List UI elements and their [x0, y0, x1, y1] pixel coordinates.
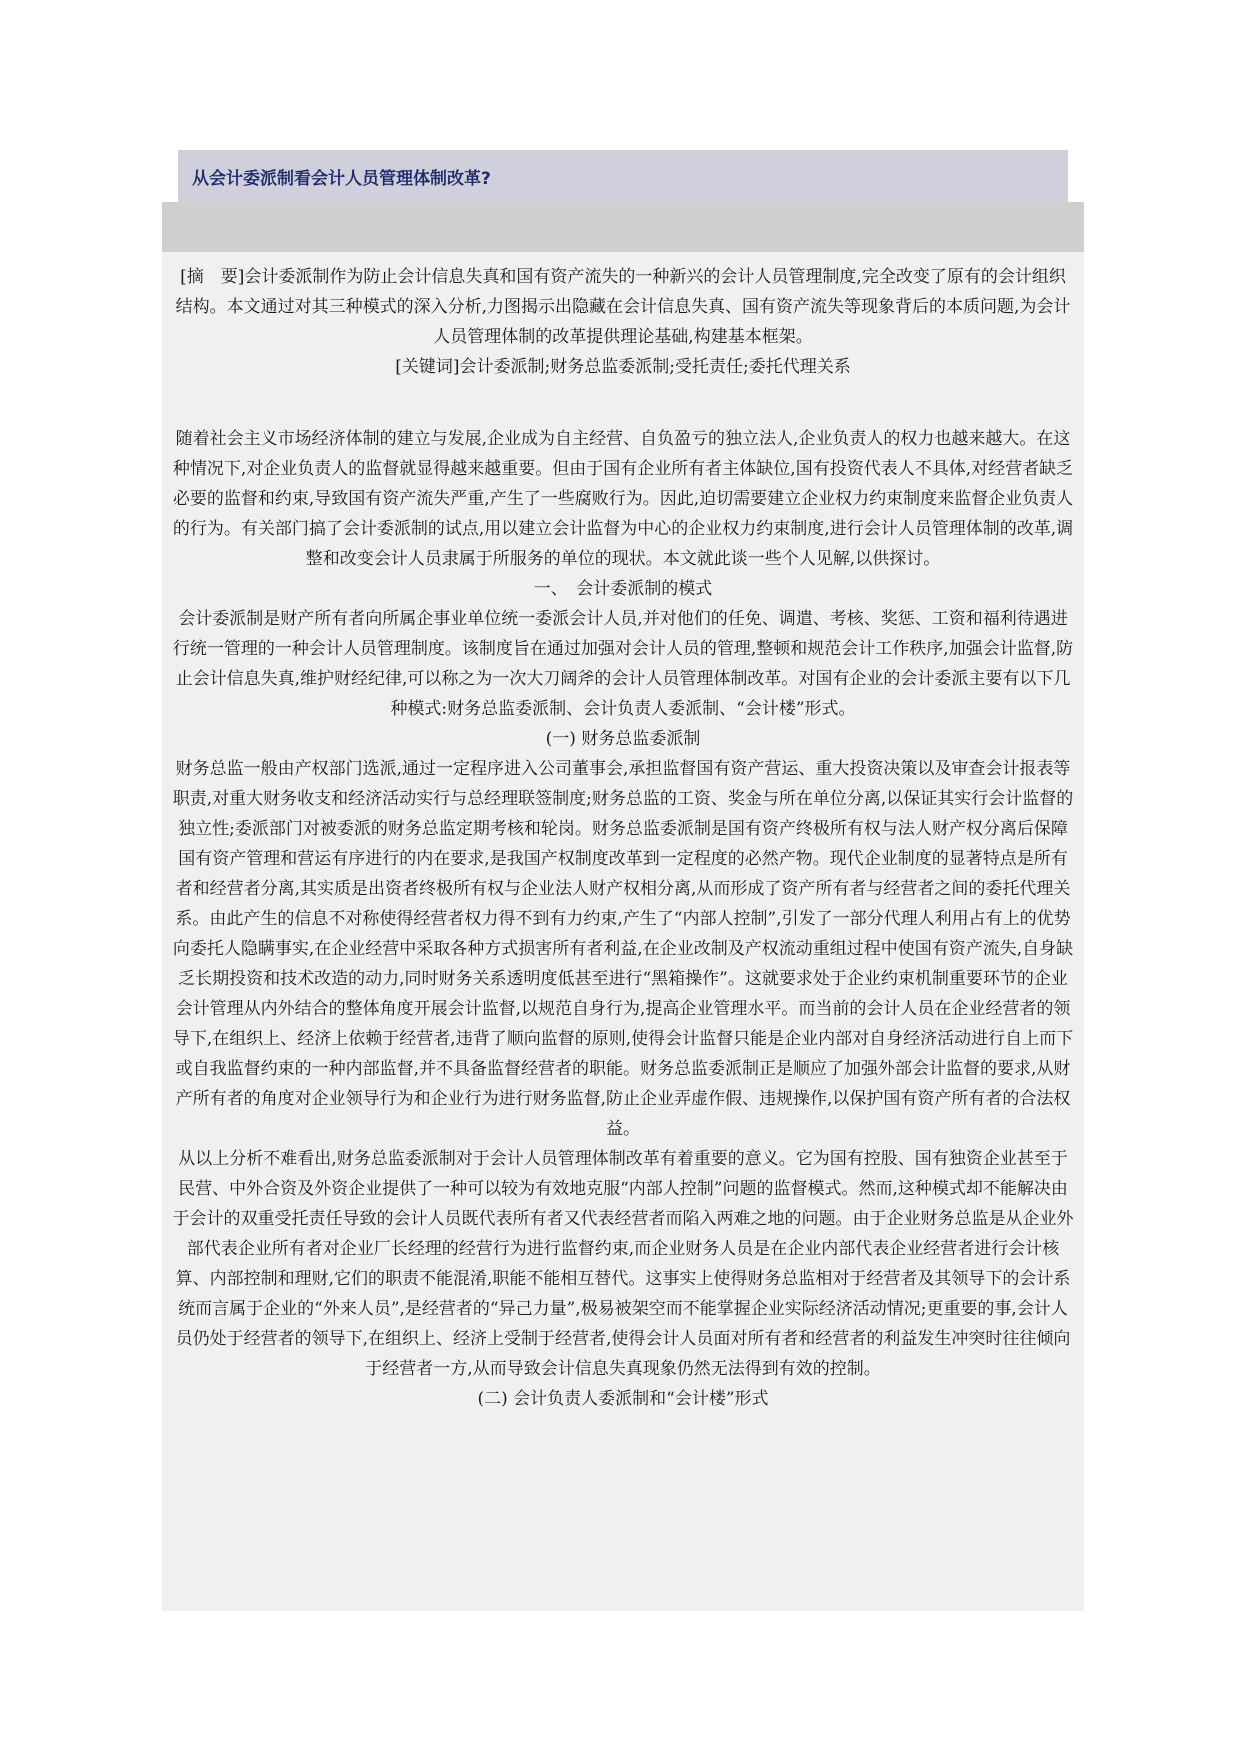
document-title: 从会计委派制看会计人员管理体制改革? — [192, 169, 491, 189]
header-band — [162, 202, 1084, 252]
intro-paragraph: 随着社会主义市场经济体制的建立与发展,企业成为自主经营、自负盈亏的独立法人,企业负责人的权力也越来越大。在这种情况下,对企业负责人的监督就显得越来越重要。但由于国有企业所有者主体缺位,国有投资代表人不具体,对经营者缺乏必要的监督和约束,导致国有资产流失严重,产生了一些腐败行为。因此,迫切需要建立企业权力约束制度来监督企业负责人的行为。有关部门搞了会计委派制的试点,用以建立会计监督为中心的企业权力约束制度,进行会计人员管理体制的改革,调整和改变会计人员隶属于所服务的单位的现状。本文就此谈一些个人见解,以供探讨。 — [172, 429, 1074, 569]
abstract: [摘 要]会计委派制作为防止会计信息失真和国有资产流失的一种新兴的会计人员管理制度,完全改变了原有的会计组织结构。本文通过对其三种模式的深入分析,力图揭示出隐藏在会计信息失真、国有资产流失等现象背后的本质问题,为会计人员管理体制的改革提供理论基础,构建基本框架。 — [175, 267, 1071, 347]
subsection-heading-2: (二) 会计负责人委派制和“会计楼”形式 — [477, 1389, 769, 1409]
article-text — [172, 424, 1074, 1414]
subsection-heading-1: (一) 财务总监委派制 — [545, 729, 701, 749]
keywords: [关键词]会计委派制;财务总监委派制;受托责任;委托代理关系 — [395, 357, 851, 377]
paragraph-analysis: 从以上分析不难看出,财务总监委派制对于会计人员管理体制改革有着重要的意义。它为国有控股、国有独资企业甚至于民营、中外合资及外资企业提供了一种可以较为有效地克服“内部人控制”问题的监督模式。然而,这种模式却不能解决由于会计的双重受托责任导致的会计人员既代表所有者又代表经营者而陷入两难之地的问题。由于企业财务总监是从企业外部代表企业所有者对企业厂长经理的经营行为进行监督约束,而企业财务人员是在企业内部代表企业经营者进行会计核算、内部控制和理财,它们的职责不能混淆,职能不能相互替代。这事实上使得财务总监相对于经营者及其领导下的会计系统而言属于企业的“外来人员”,是经营者的“异己力量”,极易被架空而不能掌握企业实际经济活动情况;更重要的事,会计人员仍处于经营者的领导下,在组织上、经济上受制于经营者,使得会计人员面对所有者和经营者的利益发生冲突时往往倾向于经营者一方,从而导致会计信息失真现象仍然无法得到有效的控制。 — [172, 1149, 1074, 1379]
article-body — [162, 252, 1084, 1611]
paragraph-definition: 会计委派制是财产所有者向所属企事业单位统一委派会计人员,并对他们的任免、调遣、考核、奖惩、工资和福利待遇进行统一管理的一种会计人员管理制度。该制度旨在通过加强对会计人员的管理,整顿和规范会计工作秩序,加强会计监督,防止会计信息失真,维护财经纪律,可以称之为一次大刀阔斧的会计人员管理体制改革。对国有企业的会计委派主要有以下几种模式:财务总监委派制、会计负责人委派制、“会计楼”形式。 — [172, 609, 1074, 719]
title-banner — [178, 150, 1068, 202]
section-heading-1: 一、 会计委派制的模式 — [533, 579, 713, 599]
paragraph-cfo-system: 财务总监一般由产权部门选派,通过一定程序进入公司董事会,承担监督国有资产营运、重大投资决策以及审查会计报表等职责,对重大财务收支和经济活动实行与总经理联签制度;财务总监的工资、奖金与所在单位分离,以保证其实行会计监督的独立性;委派部门对被委派的财务总监定期考核和轮岗。财务总监委派制是国有资产终极所有权与法人财产权分离后保障国有资产管理和营运有序进行的内在要求,是我国产权制度改革到一定程度的必然产物。现代企业制度的显著特点是所有者和经营者分离,其实质是出资者终极所有权与企业法人财产权相分离,从而形成了资产所有者与经营者之间的委托代理关系。由此产生的信息不对称使得经营者权力得不到有力约束,产生了“内部人控制”,引发了一部分代理人利用占有上的优势向委托人隐瞒事实,在企业经营中采取各种方式损害所有者利益,在企业改制及产权流动重组过程中使国有资产流失,自身缺乏长期投资和技术改造的动力,同时财务关系透明度低甚至进行“黑箱操作”。这就要求处于企业约束机制重要环节的企业会计管理从内外结合的整体角度开展会计监督,以规范自身行为,提高企业管理水平。而当前的会计人员在企业经营者的领导下,在组织上、经济上依赖于经营者,违背了顺向监督的原则,使得会计监督只能是企业内部对自身经济活动进行自上而下或自我监督约束的一种内部监督,并不具备监督经营者的职能。财务总监委派制正是顺应了加强外部会计监督的要求,从财产所有者的角度对企业领导行为和企业行为进行财务监督,防止企业弄虚作假、违规操作,以保护国有资产所有者的合法权益。 — [172, 759, 1074, 1139]
